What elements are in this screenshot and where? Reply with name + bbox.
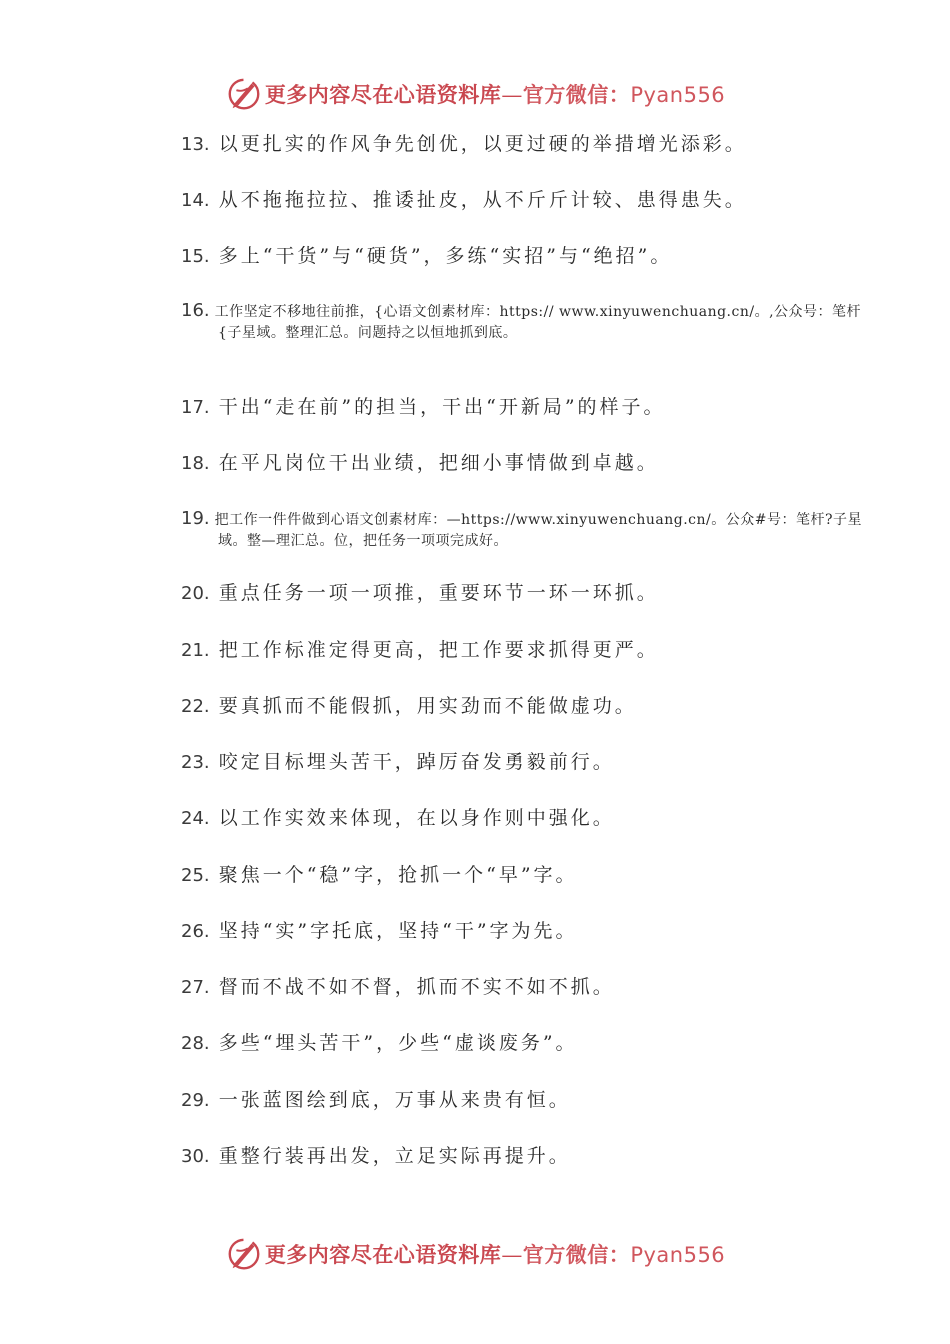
list-item (181, 749, 841, 776)
item-number: 13. (181, 134, 210, 155)
banner-wx-label: 官方微信： (522, 1242, 631, 1267)
item-text: 以更扎实的作风争先创优，以更过硬的举措增光添彩。 (218, 133, 747, 155)
item-text: 咬定目标埋头苦干，踔厉奋发勇毅前行。 (218, 751, 615, 773)
list-item (181, 131, 841, 158)
item-text: 多些“埋头苦干”，少些“虚谈废务”。 (218, 1032, 578, 1054)
list-item (181, 862, 841, 889)
list-item (181, 805, 841, 832)
item-text: 督而不战不如不督，抓而不实不如不抓。 (218, 976, 615, 998)
list-item (181, 300, 870, 344)
item-number: 29. (181, 1090, 210, 1111)
item-number: 24. (181, 808, 210, 829)
item-text: 一张蓝图绘到底，万事从来贵有恒。 (218, 1089, 571, 1111)
item-number: 16. (181, 300, 210, 321)
list-item (181, 508, 870, 552)
banner-wx-id: Pyan556 (630, 83, 726, 107)
list-item (181, 187, 841, 214)
item-text: 多上“干货”与“硬货”，多练“实招”与“绝招”。 (218, 245, 673, 267)
item-text: 要真抓而不能假抓，用实劲而不能做虚功。 (218, 695, 637, 717)
item-number: 19. (181, 508, 210, 529)
item-number: 14. (181, 190, 210, 211)
banner-wx-id: Pyan556 (630, 1243, 726, 1267)
list-item (181, 1030, 841, 1057)
item-number: 28. (181, 1033, 210, 1054)
list-item (181, 243, 841, 270)
banner-main: 更多内容尽在心语资料库 (264, 1242, 502, 1267)
item-text: 坚持“实”字托底，坚持“干”字为先。 (218, 920, 578, 942)
item-number: 21. (181, 640, 210, 661)
list-item (181, 1087, 841, 1114)
list-item (181, 394, 841, 421)
list-item (181, 450, 841, 477)
item-number: 23. (181, 752, 210, 773)
item-number: 26. (181, 921, 210, 942)
footer-banner (0, 1232, 950, 1276)
banner-dash: — (501, 1243, 523, 1267)
list-item (181, 918, 841, 945)
list-item (181, 974, 841, 1001)
list-item (181, 580, 841, 607)
list-item (181, 1143, 841, 1170)
item-text: 重点任务一项一项推，重要环节一环一环抓。 (218, 582, 659, 604)
banner-dash: — (501, 83, 523, 107)
item-number: 22. (181, 696, 210, 717)
pen-logo-icon (225, 75, 263, 113)
item-text: 在平凡岗位干出业绩，把细小事情做到卓越。 (218, 452, 659, 474)
item-text: 重整行装再出发，立足实际再提升。 (218, 1145, 571, 1167)
item-text: 干出“走在前”的担当，干出“开新局”的样子。 (218, 396, 666, 418)
item-number: 15. (181, 246, 210, 267)
item-number: 27. (181, 977, 210, 998)
list-item (181, 693, 841, 720)
item-number: 17. (181, 397, 210, 418)
banner-text (265, 79, 725, 109)
item-text: 聚焦一个“稳”字，抢抓一个“早”字。 (218, 864, 578, 886)
item-text: 从不拖拖拉拉、推诿扯皮，从不斤斤计较、患得患失。 (218, 189, 747, 211)
item-text: 把工作标准定得更高，把工作要求抓得更严。 (218, 639, 659, 661)
item-text: 把工作一件件做到心语文创素材库：—https://www.xinyuwenchuang.cn/。公众#号：笔杆?子星域。整—理汇总。位，把任务一项项完成好。 (214, 512, 862, 549)
item-number: 25. (181, 865, 210, 886)
pen-logo-icon (225, 1235, 263, 1273)
list-item (181, 637, 841, 664)
item-number: 30. (181, 1146, 210, 1167)
item-text: 以工作实效来体现，在以身作则中强化。 (218, 807, 615, 829)
banner-main: 更多内容尽在心语资料库 (264, 82, 502, 107)
item-number: 20. (181, 583, 210, 604)
item-text: 工作坚定不移地往前推，{心语文创素材库：https:// www.xinyuwenchuang.cn/。,公众号：笔杆{子星域。整理汇总。问题持之以恒地抓到底。 (214, 304, 862, 341)
banner-wx-label: 官方微信： (522, 82, 631, 107)
banner-text (265, 1239, 725, 1269)
item-number: 18. (181, 453, 210, 474)
header-banner (0, 72, 950, 116)
